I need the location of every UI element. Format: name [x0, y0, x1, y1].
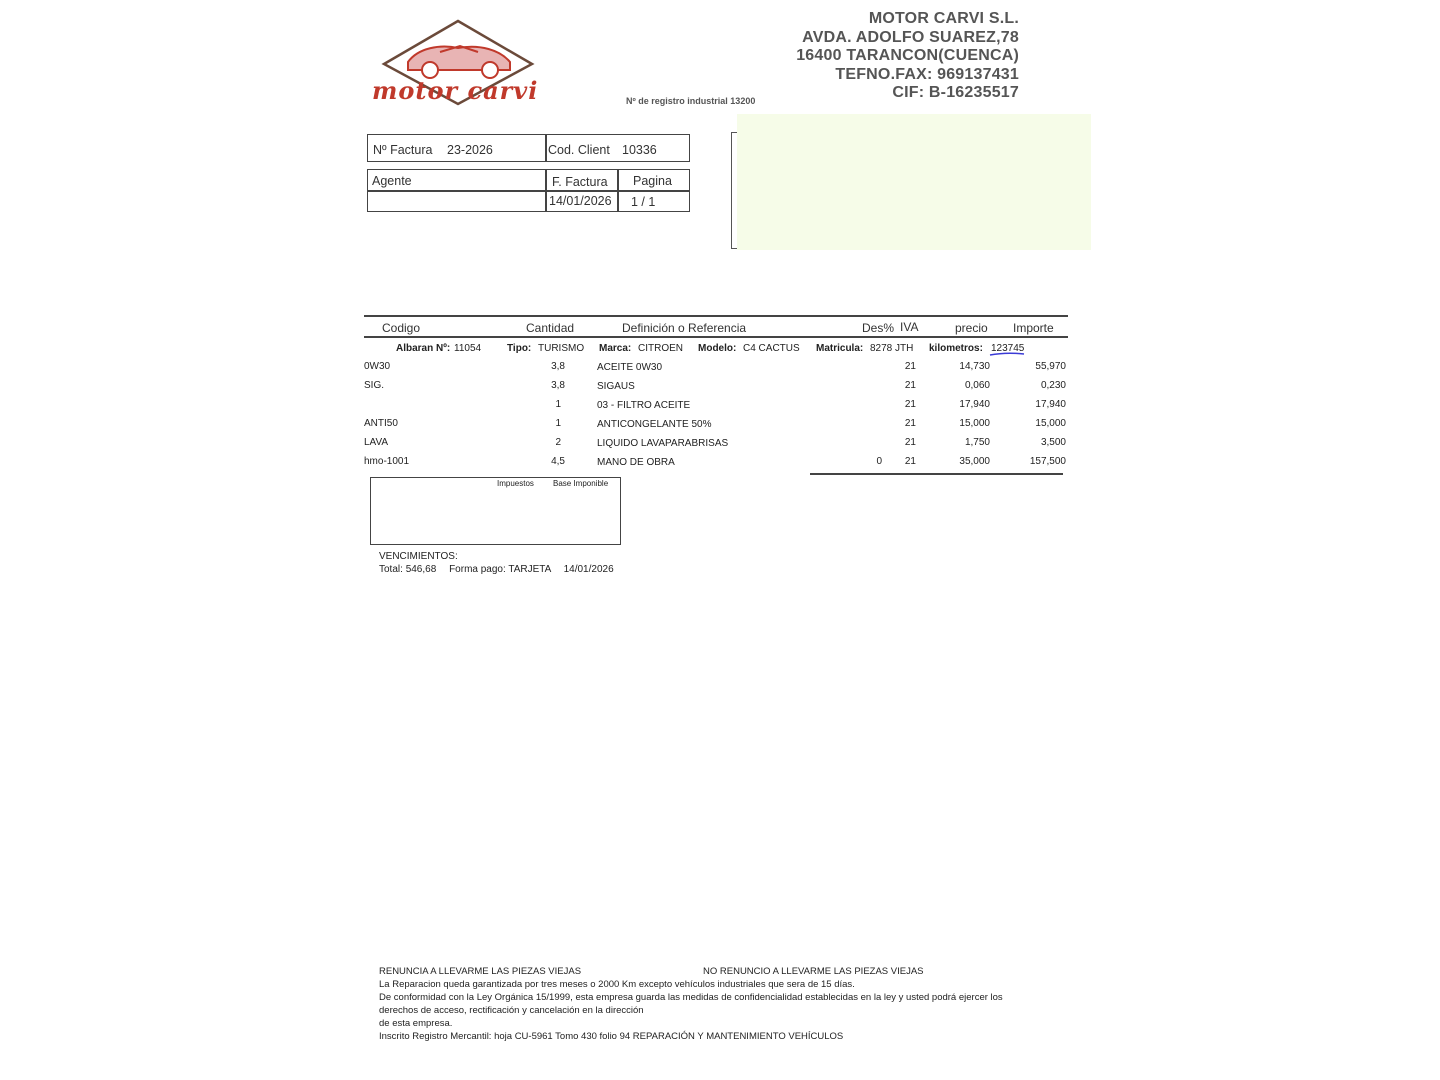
agent-label: Agente — [372, 174, 412, 188]
row-codigo: SIG. — [364, 380, 385, 391]
col-codigo: Codigo — [382, 321, 421, 335]
matricula-label: Matricula: — [816, 343, 864, 354]
row-cantidad: 3,8 — [551, 361, 565, 372]
km-value: 123745 — [991, 343, 1025, 354]
table-top-rule — [364, 315, 1068, 317]
forma-pago-label: Forma pago: — [449, 564, 506, 575]
company-header — [796, 10, 1019, 103]
registro-industrial: Nº de registro industrial 13200 — [626, 96, 756, 106]
modelo-label: Modelo: — [698, 343, 737, 354]
client-address-bracket — [731, 132, 737, 249]
row-codigo: LAVA — [364, 437, 389, 448]
totals-rule — [810, 473, 1063, 475]
footer-legal — [379, 965, 1003, 1043]
modelo-value: C4 CACTUS — [743, 343, 800, 354]
marca-value: CITROEN — [638, 343, 683, 354]
invoice-date-label: F. Factura — [552, 175, 608, 189]
row-importe: 15,000 — [1035, 418, 1066, 429]
total-value: 546,68 — [405, 564, 437, 575]
row-precio: 0,060 — [964, 380, 990, 391]
page-label: Pagina — [633, 174, 672, 188]
row-definicion: ANTICONGELANTE 50% — [597, 419, 712, 430]
row-importe: 0,230 — [1040, 380, 1066, 391]
row-iva: 21 — [904, 380, 916, 391]
row-iva: 21 — [904, 418, 916, 429]
invoice-number: 23-2026 — [447, 143, 493, 157]
albaran-label: Albaran Nº: — [396, 343, 451, 354]
col-iva: IVA — [900, 320, 919, 334]
row-precio: 15,000 — [959, 418, 990, 429]
row-importe: 17,940 — [1035, 399, 1066, 410]
row-definicion: MANO DE OBRA — [597, 457, 675, 468]
company-name: MOTOR CARVI S.L. — [868, 10, 1019, 27]
company-city: 16400 TARANCON(CUENCA) — [796, 47, 1019, 64]
row-precio: 17,940 — [959, 399, 990, 410]
row-cantidad: 4,5 — [551, 456, 565, 467]
col-cantidad: Cantidad — [526, 321, 575, 335]
vencimiento-date: 14/01/2026 — [563, 564, 614, 575]
client-address-area — [737, 114, 1091, 250]
base-imponible-label: Base Imponible — [553, 479, 609, 488]
tipo-value: TURISMO — [538, 343, 585, 354]
invoice-meta-box — [367, 169, 690, 212]
row-importe: 3,500 — [1040, 437, 1066, 448]
row-iva: 21 — [904, 456, 916, 467]
registro-mercantil: Inscrito Registro Mercantil: hoja CU-5961 Tomo 430 folio 94 REPARACIÓN Y MANTENIMIENTO VEHÍCULOS — [379, 1031, 844, 1042]
row-cantidad: 1 — [555, 418, 561, 429]
row-precio: 1,750 — [964, 437, 990, 448]
impuestos-label: Impuestos — [497, 479, 534, 488]
tipo-label: Tipo: — [507, 343, 532, 354]
row-definicion: 03 - FILTRO ACEITE — [597, 400, 691, 411]
garantia-text: La Reparacion queda garantizada por tres meses o 2000 Km excepto vehículos industriales que sera de 15 días. — [379, 979, 855, 990]
matricula-value: 8278 JTH — [870, 343, 914, 354]
lopd-text-1: De conformidad con la Ley Orgánica 15/1999, esta empresa guarda las medidas de confidencialidad establecidas en la ley y usted podrá ejercer los — [379, 992, 1003, 1003]
row-iva: 21 — [904, 437, 916, 448]
company-logo — [370, 18, 550, 106]
col-importe: Importe — [1013, 321, 1054, 335]
forma-pago-value: TARJETA — [508, 564, 551, 575]
row-iva: 21 — [904, 399, 916, 410]
row-importe: 55,970 — [1035, 361, 1066, 372]
company-cif: CIF: B-16235517 — [892, 84, 1019, 101]
km-underline — [988, 350, 1028, 358]
company-phone: TEFNO.FAX: 969137431 — [835, 65, 1019, 83]
row-codigo: ANTI50 — [364, 418, 398, 429]
client-code: 10336 — [622, 143, 657, 157]
row-cantidad: 2 — [555, 437, 561, 448]
row-precio: 14,730 — [959, 361, 990, 372]
col-des: Des% — [862, 321, 895, 335]
invoice-date: 14/01/2026 — [549, 194, 612, 208]
total-label: Total: — [379, 564, 403, 575]
row-definicion: SIGAUS — [597, 381, 635, 392]
row-codigo: 0W30 — [364, 361, 391, 372]
row-precio: 35,000 — [959, 456, 990, 467]
logo-wordmark: motor carvi — [372, 76, 539, 105]
tax-summary-box — [370, 477, 621, 545]
col-precio: precio — [955, 321, 988, 335]
km-label: kilometros: — [929, 343, 983, 354]
no-renuncia-text: NO RENUNCIO A LLEVARME LAS PIEZAS VIEJAS — [703, 966, 924, 977]
albaran-number: 11054 — [454, 343, 482, 354]
renuncia-text: RENUNCIA A LLEVARME LAS PIEZAS VIEJAS — [379, 966, 582, 977]
invoice-number-box — [367, 134, 690, 162]
marca-label: Marca: — [599, 343, 632, 354]
client-code-label: Cod. Client — [548, 143, 610, 157]
row-iva: 21 — [904, 361, 916, 372]
row-definicion: LIQUIDO LAVAPARABRISAS — [597, 438, 729, 449]
row-cantidad: 1 — [555, 399, 561, 410]
row-codigo: hmo-1001 — [364, 456, 410, 467]
company-address: AVDA. ADOLFO SUAREZ,78 — [802, 28, 1019, 46]
lopd-text-2: derechos de acceso, rectificación y cancelación en la dirección — [379, 1005, 644, 1016]
vencimientos-label: VENCIMIENTOS: — [379, 551, 458, 562]
row-des: 0 — [876, 456, 882, 467]
lopd-text-3: de esta empresa. — [379, 1018, 453, 1029]
invoice-number-label: Nº Factura — [373, 143, 433, 157]
col-definicion: Definición o Referencia — [622, 321, 747, 335]
row-importe: 157,500 — [1029, 456, 1066, 467]
table-header-rule — [364, 336, 1068, 338]
row-cantidad: 3,8 — [551, 380, 565, 391]
row-definicion: ACEITE 0W30 — [597, 362, 663, 373]
page-number: 1 / 1 — [631, 195, 656, 209]
vencimientos-line — [379, 564, 614, 575]
